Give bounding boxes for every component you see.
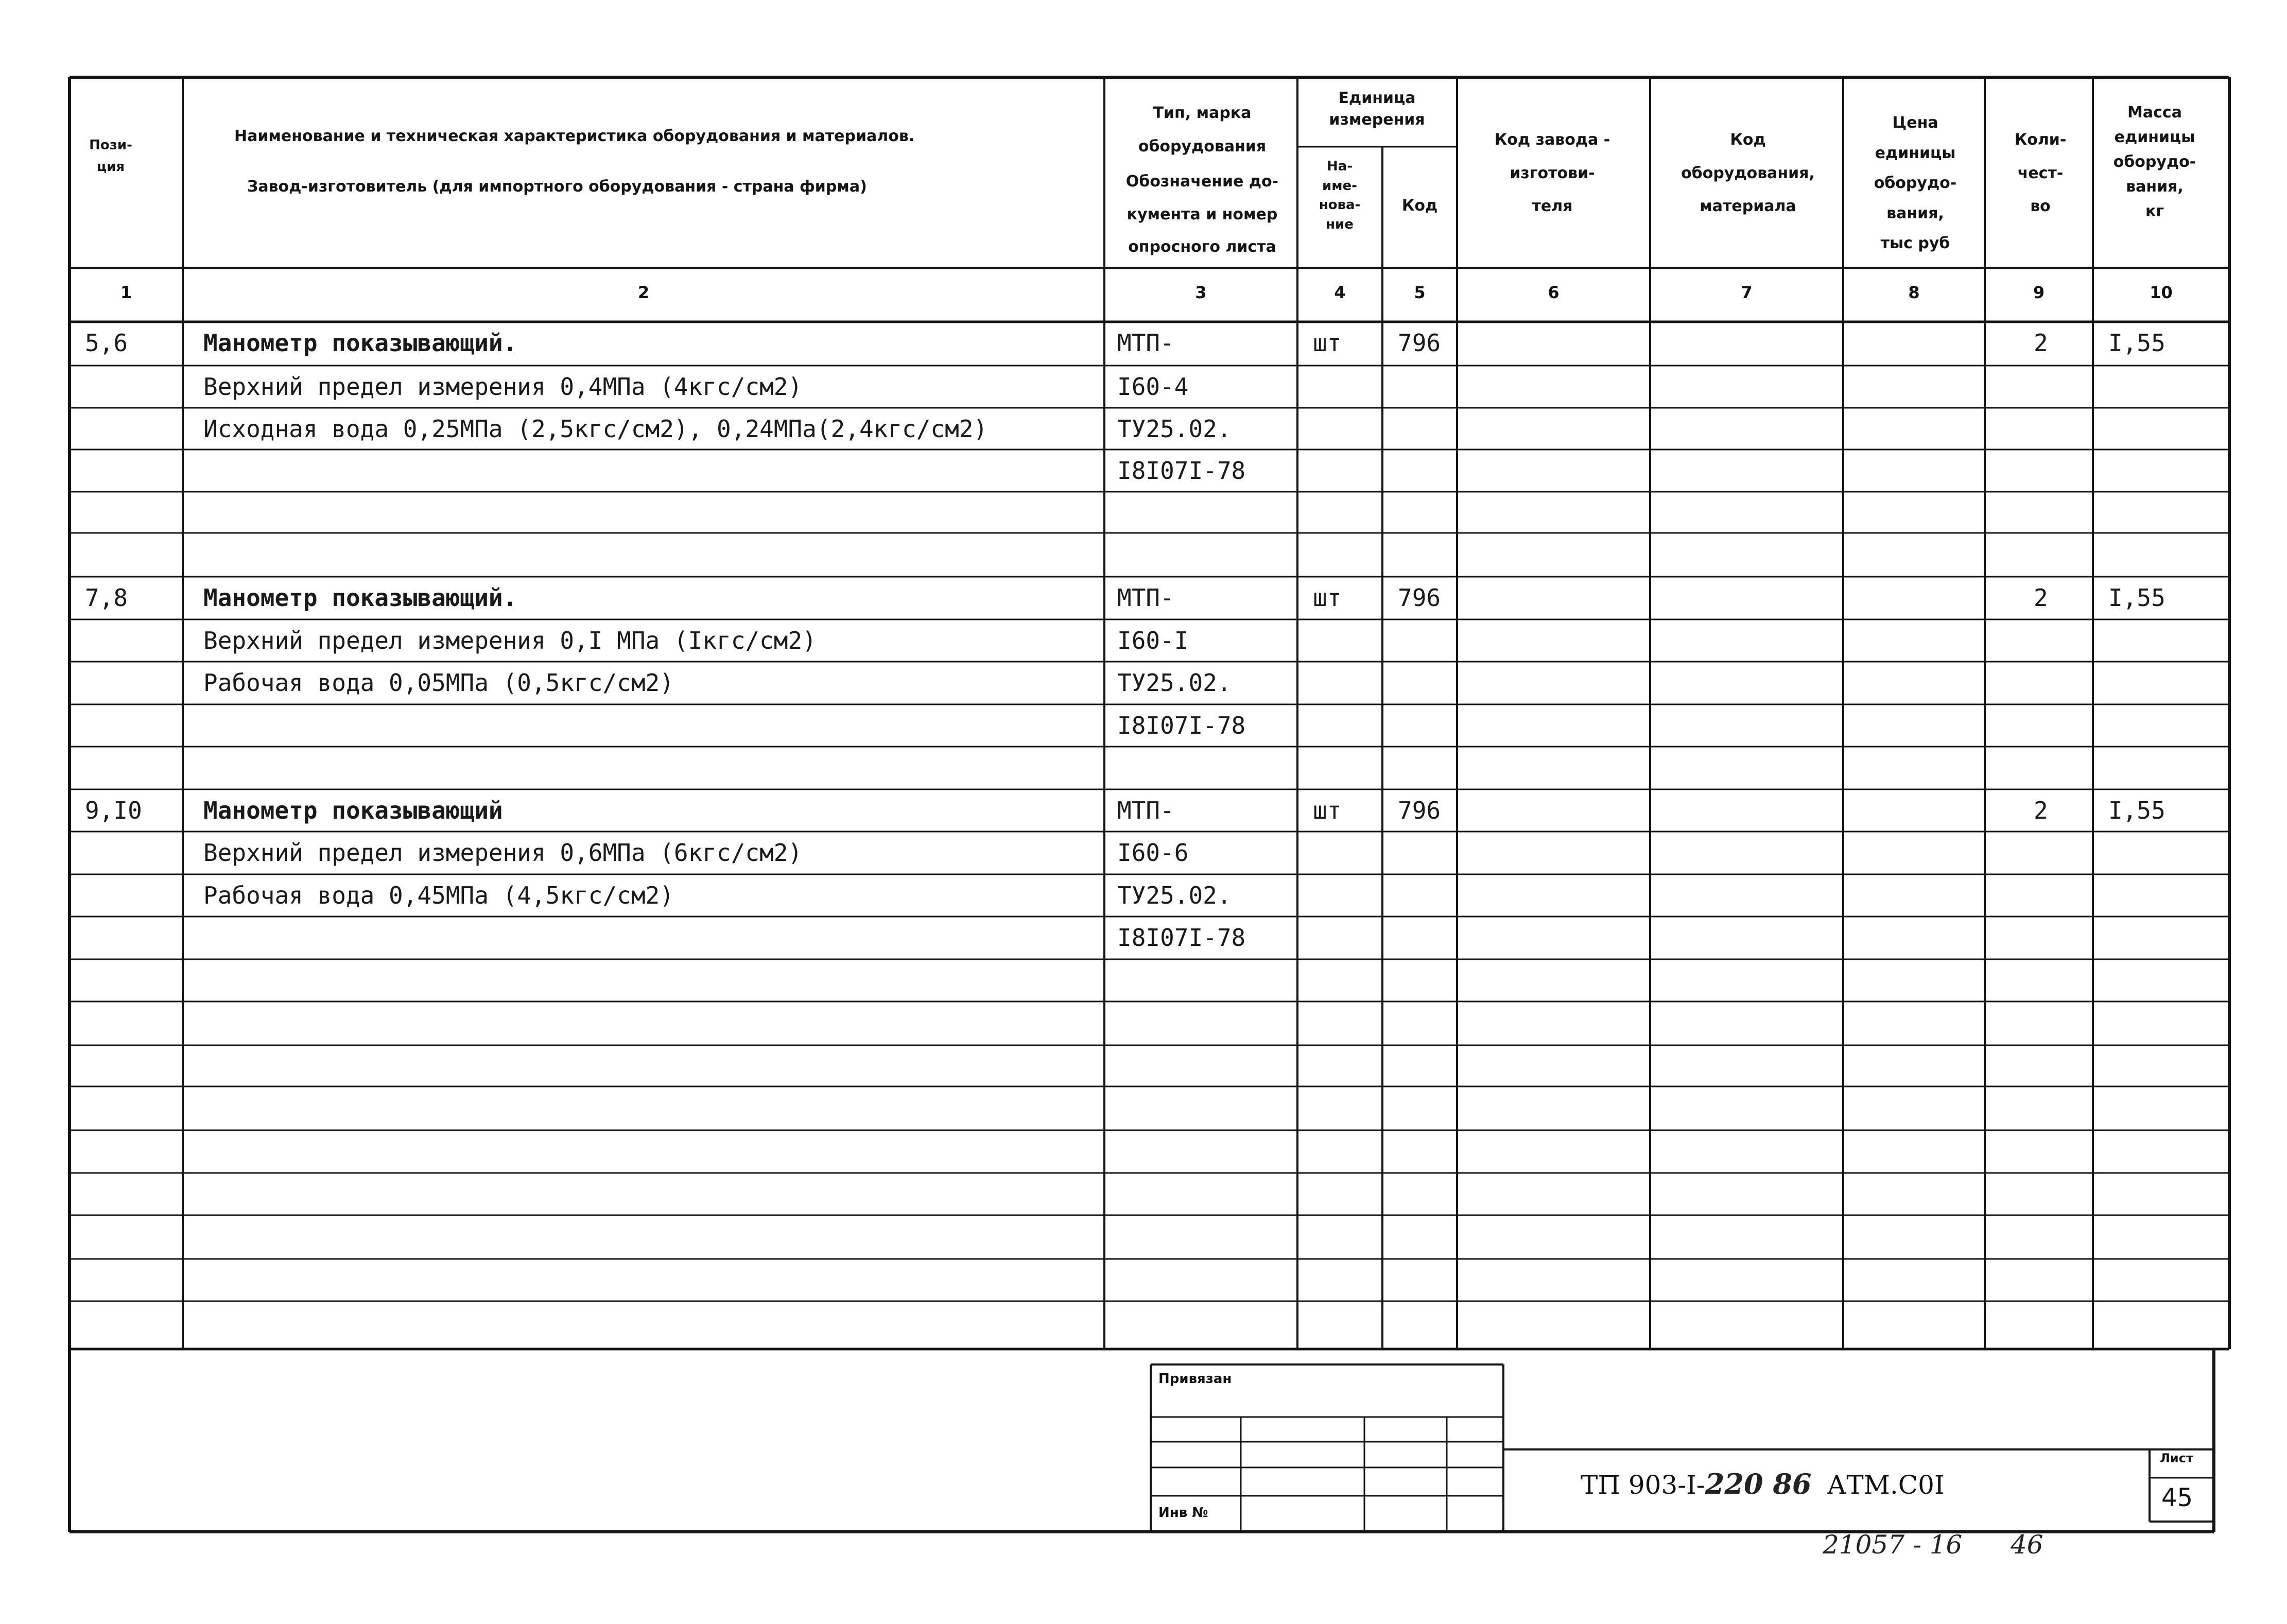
header-unit-name: На- име- нова- ние bbox=[1319, 159, 1361, 233]
stamp-inventory-label: Инв № bbox=[1158, 1505, 1208, 1521]
item-type-line: МТП- bbox=[1117, 329, 1174, 357]
item-name: Манометр показывающий bbox=[203, 797, 503, 824]
item-type-line: I8I07I-78 bbox=[1117, 924, 1246, 952]
item-type-line: МТП- bbox=[1117, 584, 1174, 612]
item-type-line: I8I07I-78 bbox=[1117, 457, 1246, 485]
column-number: 9 bbox=[2033, 283, 2045, 302]
item-position: 7,8 bbox=[85, 584, 128, 612]
item-quantity: 2 bbox=[2034, 584, 2048, 612]
document-code-handwritten: 220 86 bbox=[1705, 1467, 1812, 1500]
footer-page-number: 46 bbox=[2011, 1530, 2043, 1560]
archive-number: 21057 - 16 bbox=[1823, 1530, 1963, 1560]
item-spec-line: Верхний предел измерения 0,6МПа (6кгс/см2) bbox=[203, 839, 803, 867]
column-number: 6 bbox=[1548, 283, 1560, 302]
item-type-line: I8I07I-78 bbox=[1117, 712, 1246, 739]
item-quantity: 2 bbox=[2034, 329, 2048, 357]
sheet-number: 45 bbox=[2161, 1483, 2193, 1512]
document-code-suffix: АТМ.С0I bbox=[1827, 1470, 1945, 1500]
header-position: Пози- ция bbox=[89, 137, 132, 175]
item-type-line: МТП- bbox=[1117, 797, 1174, 824]
item-position: 9,I0 bbox=[85, 797, 142, 824]
item-unit-code: 796 bbox=[1398, 797, 1441, 824]
item-type-line: ТУ25.02. bbox=[1117, 415, 1232, 443]
header-quantity: Коли- чест- во bbox=[2014, 131, 2067, 215]
item-name: Манометр показывающий. bbox=[203, 329, 517, 357]
header-type-line-4: кумента и номер bbox=[1127, 205, 1278, 223]
column-number: 8 bbox=[1908, 283, 1920, 302]
header-type-line-1: Тип, марка bbox=[1153, 104, 1252, 122]
document-code bbox=[1581, 1467, 1945, 1500]
column-number: 1 bbox=[120, 283, 132, 302]
header-plant-code: Код завода - изготови- теля bbox=[1494, 131, 1610, 215]
item-unit: шт bbox=[1313, 329, 1342, 357]
column-number: 3 bbox=[1195, 283, 1207, 302]
header-name-title: Наименование и техническая характеристика оборудования и материалов. bbox=[234, 127, 915, 145]
item-spec-line: Верхний предел измерения 0,I МПа (Iкгс/см2) bbox=[203, 627, 817, 654]
item-type-line: ТУ25.02. bbox=[1117, 669, 1232, 697]
item-position: 5,6 bbox=[85, 329, 128, 357]
item-unit-code: 796 bbox=[1398, 584, 1441, 612]
header-type-line-5: опросного листа bbox=[1128, 238, 1276, 256]
item-spec-line: Рабочая вода 0,45МПа (4,5кгс/см2) bbox=[203, 882, 674, 909]
item-name: Манометр показывающий. bbox=[203, 584, 517, 612]
item-spec-line: Исходная вода 0,25МПа (2,5кгс/см2), 0,24МПа(2,4кгс/см2) bbox=[203, 415, 988, 443]
item-spec-line: Рабочая вода 0,05МПа (0,5кгс/см2) bbox=[203, 669, 674, 697]
item-unit: шт bbox=[1313, 797, 1342, 824]
stamp-bound-label: Привязан bbox=[1158, 1371, 1232, 1387]
header-unit-code: Код bbox=[1401, 197, 1438, 215]
item-quantity: 2 bbox=[2034, 797, 2048, 824]
item-unit-code: 796 bbox=[1398, 329, 1441, 357]
header-unit-price: Цена единицы оборудо- вания, тыс руб bbox=[1874, 114, 1957, 252]
column-number: 10 bbox=[2150, 283, 2173, 302]
column-number: 2 bbox=[637, 283, 650, 302]
column-number: 5 bbox=[1414, 283, 1426, 302]
column-number: 4 bbox=[1334, 283, 1346, 302]
item-type-line: I60-6 bbox=[1117, 839, 1189, 867]
item-spec-line: Верхний предел измерения 0,4МПа (4кгс/см2) bbox=[203, 373, 803, 401]
sheet-label: Лист bbox=[2160, 1451, 2193, 1465]
header-unit-group: Единица измерения bbox=[1329, 89, 1425, 129]
item-unit: шт bbox=[1313, 584, 1342, 612]
header-type-line-2: оборудования bbox=[1138, 137, 1267, 156]
item-mass: I,55 bbox=[2108, 797, 2165, 824]
item-mass: I,55 bbox=[2108, 584, 2165, 612]
item-type-line: I60-I bbox=[1117, 627, 1189, 654]
item-type-line: I60-4 bbox=[1117, 373, 1189, 401]
document-code-prefix: ТП 903-I- bbox=[1581, 1470, 1705, 1500]
item-type-line: ТУ25.02. bbox=[1117, 882, 1232, 909]
header-name-subtitle: Завод-изготовитель (для импортного оборудования - страна фирма) bbox=[247, 178, 867, 196]
header-mass: Масса единицы оборудо- вания, кг bbox=[2113, 103, 2196, 220]
header-equipment-code: Код оборудования, материала bbox=[1681, 131, 1815, 215]
item-mass: I,55 bbox=[2108, 329, 2165, 357]
column-number: 7 bbox=[1741, 283, 1753, 302]
header-type-line-3: Обозначение до- bbox=[1125, 172, 1279, 191]
